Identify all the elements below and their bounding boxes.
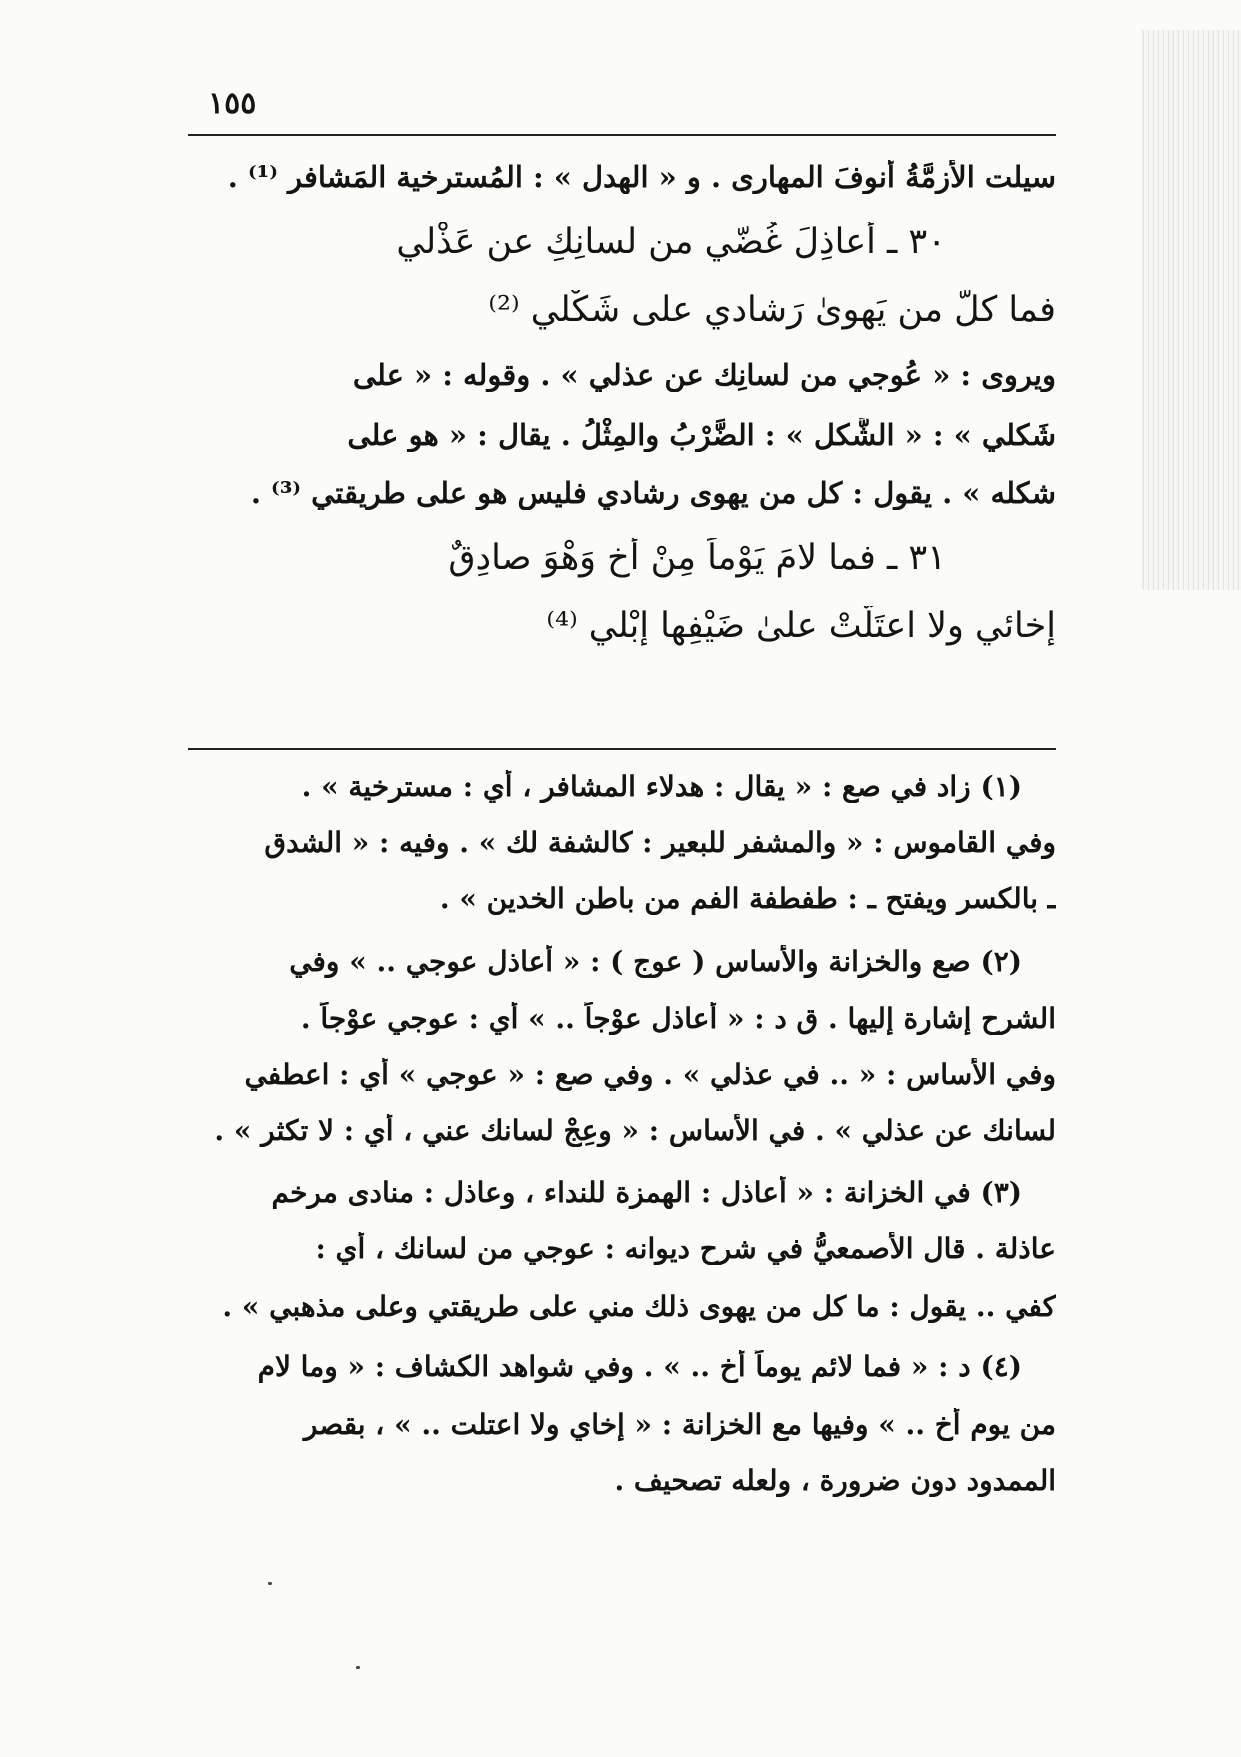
footnote-line: (١) زاد في صع : « يقال : هدلاء المشافر ، أي : مسترخية » . [301,770,1022,803]
header-rule [188,134,1056,136]
footnote-line: من يوم أخ .. » وفيها مع الخزانة : « إخاي ولا اعتلت .. » ، بقصر [303,1408,1056,1441]
footnote-line: (٢) صع والخزانة والأساس ( عوج ) : « أعاذل عوجي .. » وفي [289,945,1022,978]
footnote-line: لسانك عن عذلي » . في الأساس : « وعِجْ لسانك عني ، أي : لا تكثر » . [214,1114,1056,1147]
verse-line: ٣٠ ـ أعاذِلَ غُضّي من لسانِكِ عن عَذْلي [396,222,946,262]
footnote-line: الممدود دون ضرورة ، ولعله تصحيف . [614,1464,1056,1497]
verse-line: فما كلُّ من يَهوىٰ رَشادي على شَكْلي ⁽²⁾ [488,290,1056,330]
prose-line: شكله » . يقول : كل من يهوى رشادي فليس هو على طريقتي ⁽³⁾ . [250,476,1056,510]
prose-line: ويروى : « عُوجي من لسانِك عن عذلي » . وقوله : « على [352,358,1056,392]
footnote-line: الشرح إشارة إليها . ق د : « أعاذل عوْجاً .. » أي : عوجي عوْجاً . [300,1002,1056,1035]
footnote-line: ـ بالكسر ويفتح ـ : طفطفة الفم من باطن الخدين » . [439,882,1056,915]
prose-line: سيلت الأزِمَّةُ أنوفَ المهارى . و « الهدل » : المُسترخية المَشافرِ ⁽¹⁾ . [227,160,1056,194]
scan-speck [268,1582,272,1585]
footnote-rule [188,748,1056,750]
scan-edge-shadow [1141,30,1241,590]
page-number: ١٥٥ [208,86,257,121]
footnote-line: عاذلة . قال الأصمعيُّ في شرح ديوانه : عوجي من لسانك ، أي : [315,1232,1056,1265]
footnote-line: كفي .. يقول : ما كل من يهوى ذلك مني على طريقتي وعلى مذهبي » . [222,1290,1056,1323]
scan-speck [356,1666,360,1669]
footnote-line: (٤) د : « فما لائم يوماً أخ .. » . وفي شواهد الكشاف : « وما لام [257,1350,1022,1383]
verse-line: ٣١ ـ فما لامَ يَوْماً مِنْ أخٍ وَهْوَ صادِقٌ [448,538,946,578]
footnote-line: وفي القاموس : « والمشفر للبعير : كالشفة لك » . وفيه : « الشدق [264,826,1056,859]
prose-line: شَكلي » : « الشَّكل » : الضَّرْبُ والمِثْلُ . يقال : « هو على [347,418,1056,452]
footnote-line: وفي الأساس : « .. في عذلي » . وفي صع : « عوجي » أي : اعطفي [244,1058,1056,1091]
footnote-line: (٣) في الخزانة : « أعاذل : الهمزة للنداء ، وعاذل : منادى مرخم [271,1176,1022,1209]
verse-line: إخائي ولا اعتَلَّتْ علىٰ ضَيْفِها إبْلي ⁽⁴⁾ [546,606,1056,646]
